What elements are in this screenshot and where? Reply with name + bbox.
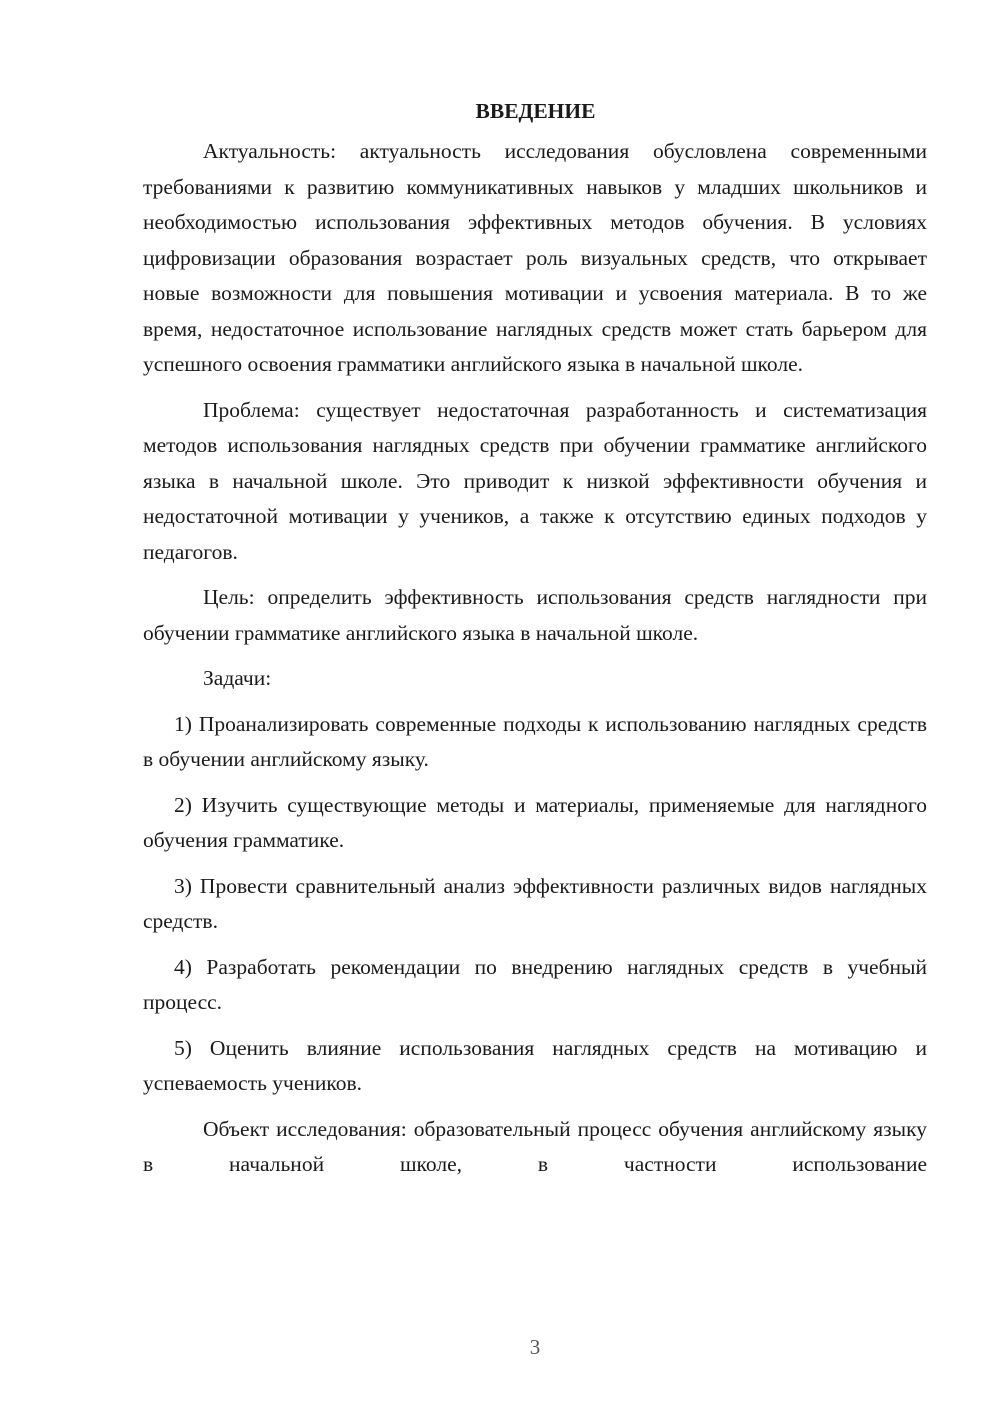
page-number: 3	[529, 1335, 541, 1359]
paragraph-relevance: Актуальность: актуальность исследования обусловлена современными требованиями к развитию коммуникативных навыков у младших школьников и необходимостью использования эффективных методов обучения. В условиях цифровизации образования возрастает роль визуальных средств, что открывает новые возможности для повышения мотивации и усвоения материала. В то же время, недостаточное использование наглядных средств может стать барьером для успешного освоения грамматики английского языка в начальной школе.	[143, 139, 927, 376]
task-item-5: 5) Оценить влияние использования наглядных средств на мотивацию и успеваемость учеников.	[143, 1035, 927, 1095]
task-item-1: 1) Проанализировать современные подходы к использованию наглядных средств в обучении английскому языку.	[143, 711, 927, 771]
task-item-4: 4) Разработать рекомендации по внедрению наглядных средств в учебный процесс.	[143, 954, 927, 1014]
paragraph-problem: Проблема: существует недостаточная разработанность и систематизация методов использования наглядных средств при обучении грамматике английского языка в начальной школе. Это приводит к низкой эффективности обучения и недостаточной мотивации у учеников, а также к отсутствию единых подходов у педагогов.	[143, 397, 927, 564]
section-title: ВВЕДЕНИЕ	[475, 99, 596, 123]
tasks-heading: Задачи:	[203, 666, 272, 690]
page-content	[143, 92, 927, 1183]
task-item-3: 3) Провести сравнительный анализ эффективности различных видов наглядных средств.	[143, 873, 927, 933]
task-item-2: 2) Изучить существующие методы и материалы, применяемые для наглядного обучения грамматике.	[143, 792, 927, 852]
paragraph-object: Объект исследования: образовательный процесс обучения английскому языку в начальной школе, в частности использование	[143, 1116, 927, 1176]
paragraph-goal: Цель: определить эффективность использования средств наглядности при обучении грамматике английского языка в начальной школе.	[143, 585, 927, 645]
